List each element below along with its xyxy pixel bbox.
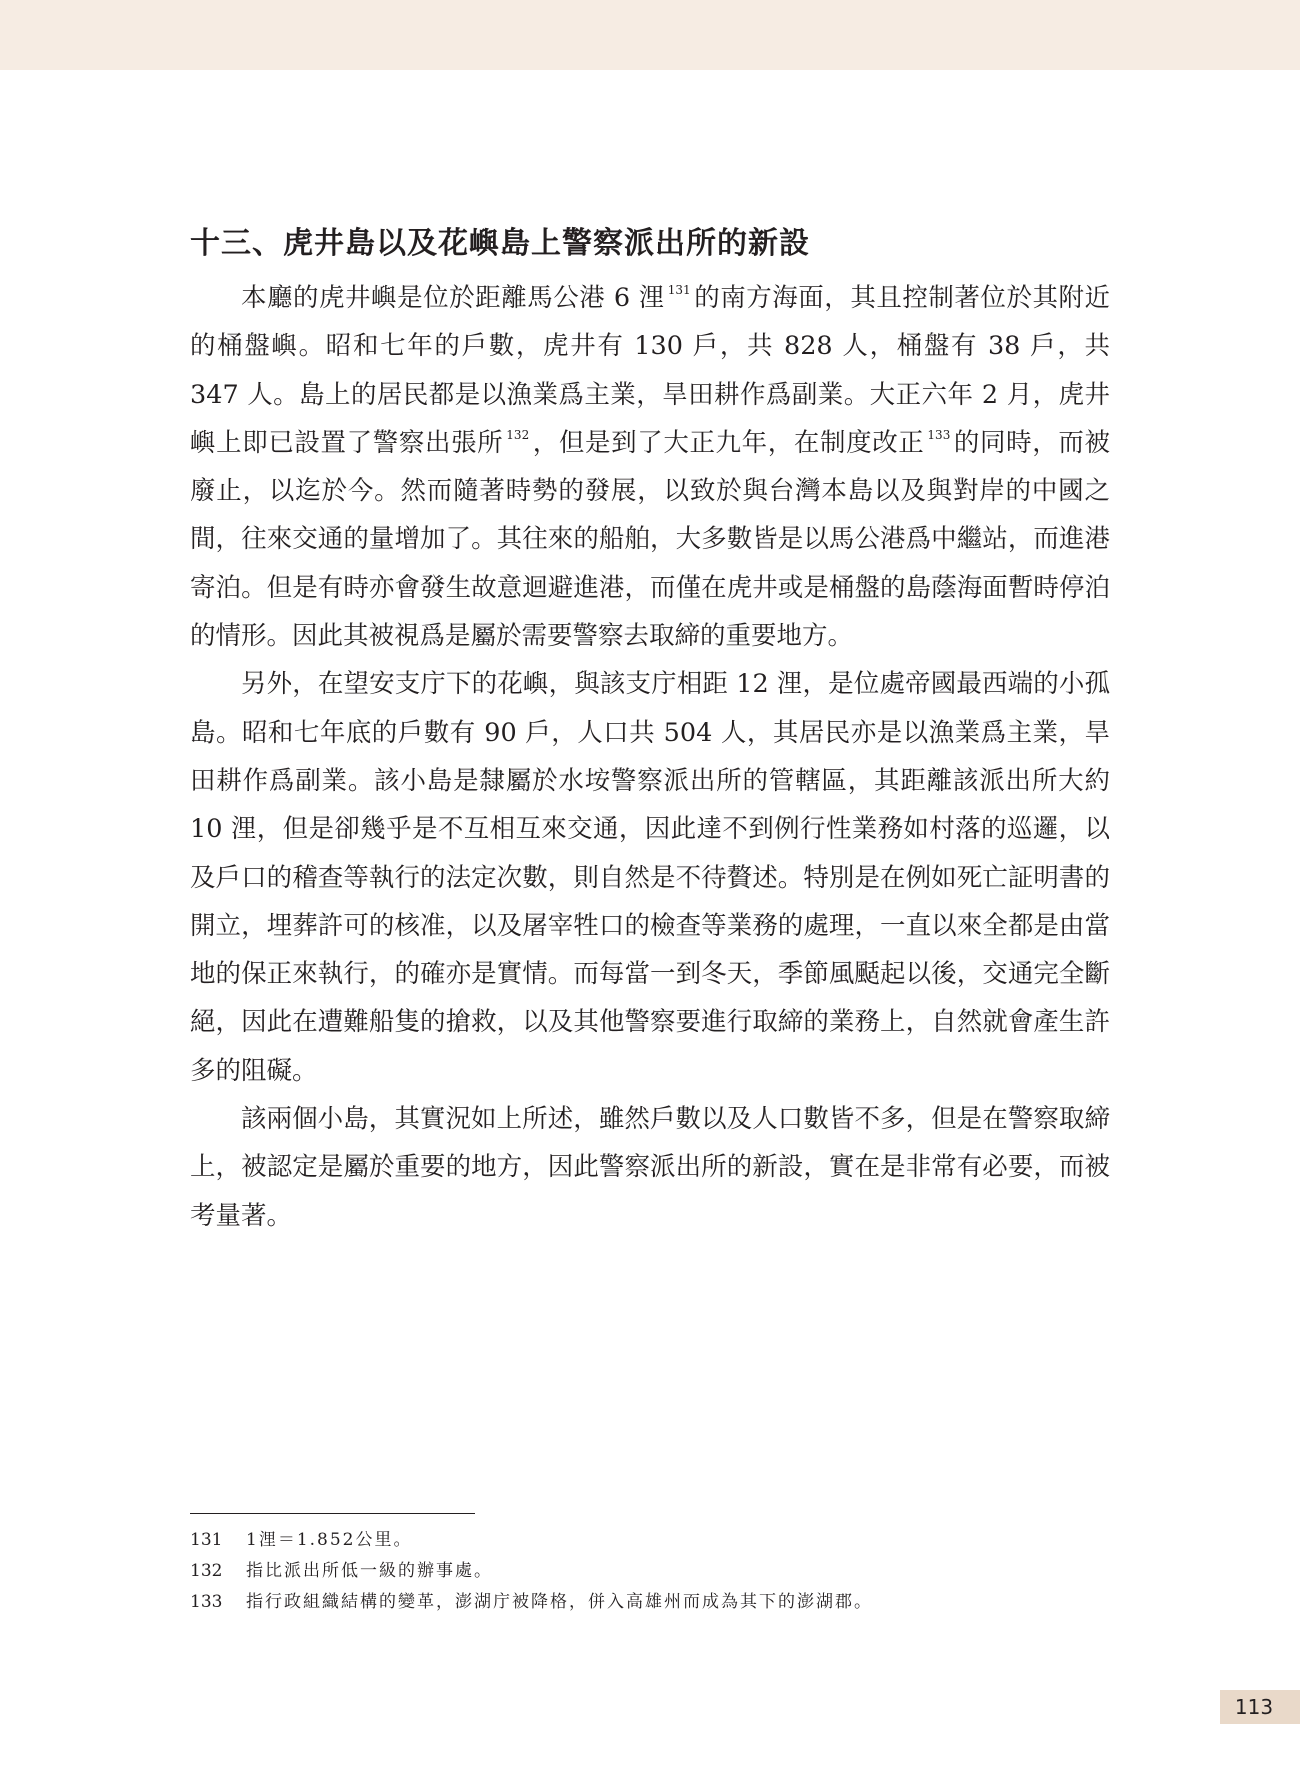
- paragraph-text: ，但是到了大正九年，在制度改正: [532, 427, 925, 458]
- footnote-ref-132[interactable]: 132: [506, 427, 530, 442]
- footnote-number: 133: [190, 1592, 223, 1612]
- footnote-133: [190, 1587, 1110, 1618]
- paragraph-text: 的同時，而被廢止，以迄於今。然而隨著時勢的發展，以致於與台灣本島以及與對岸的中國之間，往來交通的量增加了。其往來的船舶，大多數皆是以馬公港爲中繼站，而進港寄泊。但是有時亦會發生故意迴避進港，而僅在虎井或是桶盤的島蔭海面暫時停泊的情形。因此其被視爲是屬於需要警察去取締的重要地方。: [190, 427, 1110, 652]
- footnote-ref-131[interactable]: 131: [667, 283, 691, 297]
- footnotes: [190, 1525, 1110, 1618]
- paragraph-3: 該兩個小島，其實況如上所述，雖然戶數以及人口數皆不多，但是在警察取締上，被認定是屬於重要的地方，因此警察派出所的新設，實在是非常有必要，而被考量著。: [190, 1104, 1110, 1231]
- main-content: [190, 220, 1110, 1240]
- footnote-text: 1浬＝1.852公里。: [246, 1530, 413, 1550]
- footnote-131: [190, 1525, 1110, 1556]
- footnote-text: 指行政組織結構的變革，澎湖庁被降格，併入高雄州而成為其下的澎湖郡。: [246, 1592, 873, 1612]
- footnote-ref-133[interactable]: 133: [927, 427, 951, 442]
- paragraph-2: 另外，在望安支庁下的花嶼，與該支庁相距 12 浬，是位處帝國最西端的小孤島。昭和七年底的戶數有 90 戶，人口共 504 人，其居民亦是以漁業爲主業，旱田耕作爲副業。該小島是隸屬於水垵警察派出所的管轄區，其距離該派出所大約 10 浬，但是卻幾乎是不互相互來交通，因此達不到例行性業務如村落的巡邏，以及戶口的稽查等執行的法定次數，則自然是不待贅述。特別是在例如死亡証明書的開立，埋葬許可的核准，以及屠宰牲口的檢查等業務的處理，一直以來全都是由當地的保正來執行，的確亦是實情。而每當一到冬天，季節風颳起以後，交通完全斷絕，因此在遭難船隻的搶救，以及其他警察要進行取締的業務上，自然就會產生許多的阻礙。: [190, 669, 1110, 1086]
- section-title: 十三、虎井島以及花嶼島上警察派出所的新設: [190, 226, 810, 261]
- paragraph-text: 的南方海面，其且控制著位於其附近的桶盤嶼。昭和七年的戶數，虎井有 130 戶，共 828 人，桶盤有 38 戶，共 347 人。島上的居民都是以漁業爲主業，旱田耕作爲副業。大正六年 2 月，虎井嶼上即已設置了警察出張所: [190, 283, 1110, 458]
- paragraph-1: [190, 274, 1110, 660]
- footnote-number: 132: [190, 1561, 223, 1581]
- page-number: 113: [1234, 1695, 1274, 1719]
- footnote-132: [190, 1556, 1110, 1587]
- top-header-band: [0, 0, 1300, 70]
- footnote-text: 指比派出所低一級的辦事處。: [246, 1561, 493, 1581]
- footnote-number: 131: [190, 1530, 223, 1550]
- paragraph-text: 本廳的虎井嶼是位於距離馬公港 6 浬: [241, 283, 665, 313]
- footnote-divider: [190, 1513, 475, 1514]
